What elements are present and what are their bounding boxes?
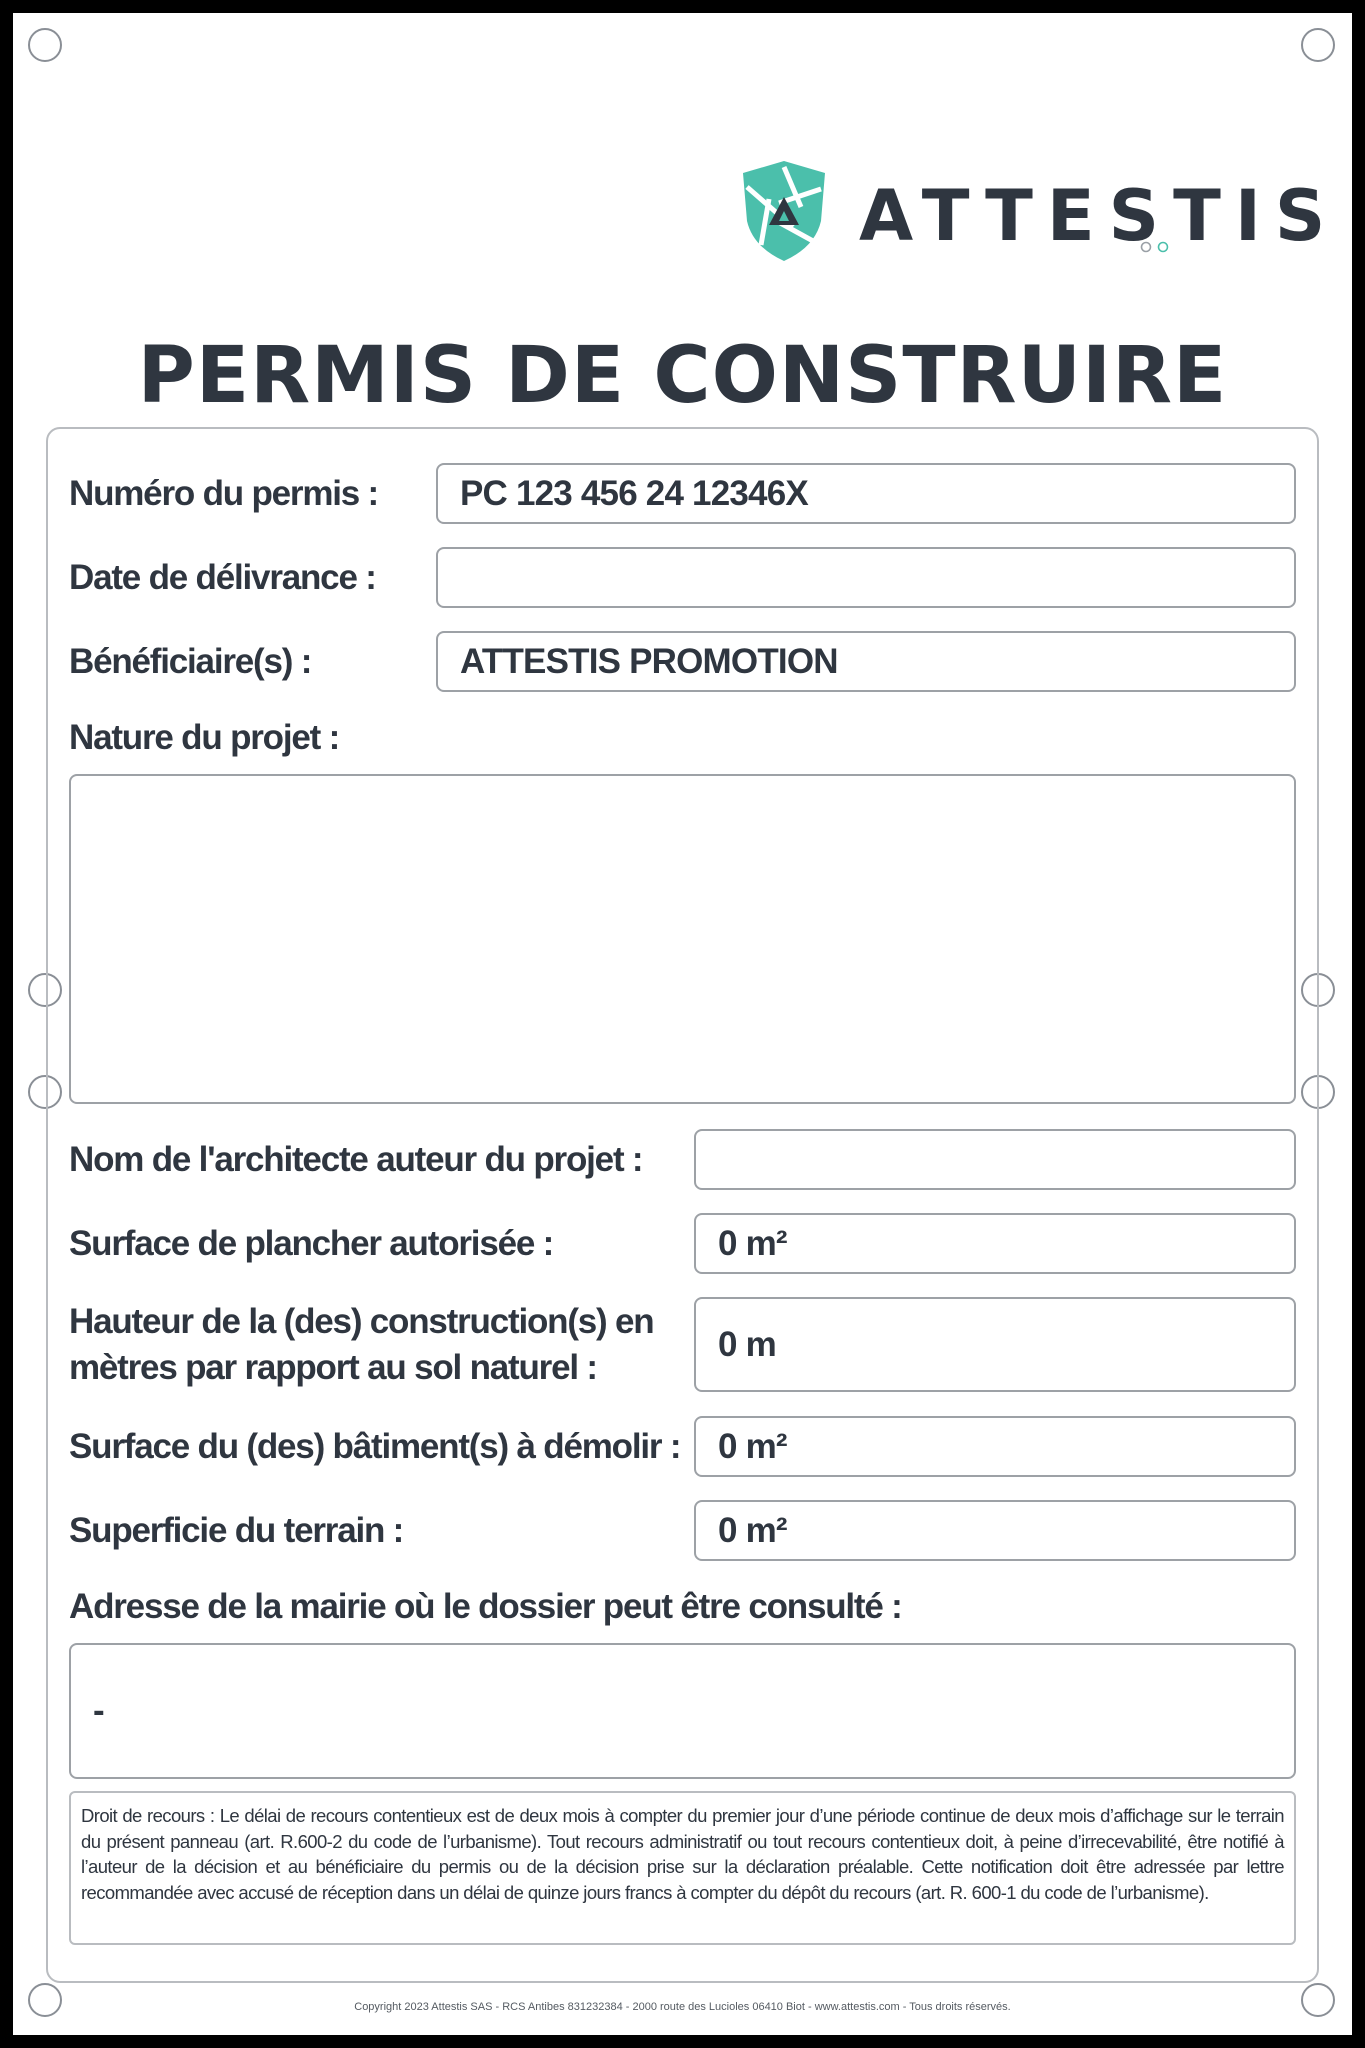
surface-demolir-label: Surface du (des) bâtiment(s) à démolir : xyxy=(69,1427,681,1466)
date-label: Date de délivrance : xyxy=(69,558,376,597)
beneficiaire-label: Bénéficiaire(s) : xyxy=(69,642,312,681)
beneficiaire-field: ATTESTIS PROMOTION xyxy=(436,631,1296,692)
brand-name: ATTESTIS xyxy=(859,175,1340,257)
shield-aperture-icon xyxy=(739,159,829,263)
copyright-footer: Copyright 2023 Attestis SAS - RCS Antibes 831232384 - 2000 route des Lucioles 06410 Biot - www.attestis.com - Tous droits réservés. xyxy=(354,2001,1011,2013)
surface-plancher-field: 0 m² xyxy=(694,1213,1296,1274)
superficie-field: 0 m² xyxy=(694,1500,1296,1561)
legal-notice: Droit de recours : Le délai de recours contentieux est de deux mois à compter du premier jour d’une période continue de deux mois d’affichage sur le terrain du présent panneau (art. R.600-2 du code de l’urbanisme). Tout recours administratif ou tout recours contentieux doit, à peine d’irrecevabilité, être notifié à l’auteur de la décision et au bénéficiaire du permis ou de la décision prise sur la déclaration préalable. Cette notification doit être adressée par lettre recommandée avec accusé de réception dans un délai de quinze jours francs à compter du dépôt du recours (art. R. 600-1 du code de l’urbanisme). xyxy=(69,1791,1296,1945)
architecte-label: Nom de l'architecte auteur du projet : xyxy=(69,1140,643,1179)
date-field xyxy=(436,547,1296,608)
adresse-field: - xyxy=(69,1643,1296,1779)
hauteur-label: Hauteur de la (des) construction(s) en mètres par rapport au sol naturel : xyxy=(69,1302,654,1387)
mounting-hole-top-left xyxy=(28,28,62,62)
brand-logo xyxy=(739,149,1340,269)
surface-demolir-field: 0 m² xyxy=(694,1416,1296,1477)
numero-field: PC 123 456 24 12346X xyxy=(436,463,1296,524)
hauteur-field: 0 m xyxy=(694,1297,1296,1392)
numero-label: Numéro du permis : xyxy=(69,474,379,513)
surface-plancher-label: Surface de plancher autorisée : xyxy=(69,1224,554,1263)
architecte-field xyxy=(694,1129,1296,1190)
logo-dots-icon xyxy=(1139,239,1173,255)
page-title: PERMIS DE CONSTRUIRE xyxy=(137,331,1228,421)
nature-label: Nature du projet : xyxy=(69,718,340,757)
adresse-label: Adresse de la mairie où le dossier peut être consulté : xyxy=(69,1587,902,1626)
mounting-hole-top-right xyxy=(1301,28,1335,62)
nature-field xyxy=(69,774,1296,1104)
superficie-label: Superficie du terrain : xyxy=(69,1511,404,1550)
permit-panel xyxy=(13,13,1352,2035)
